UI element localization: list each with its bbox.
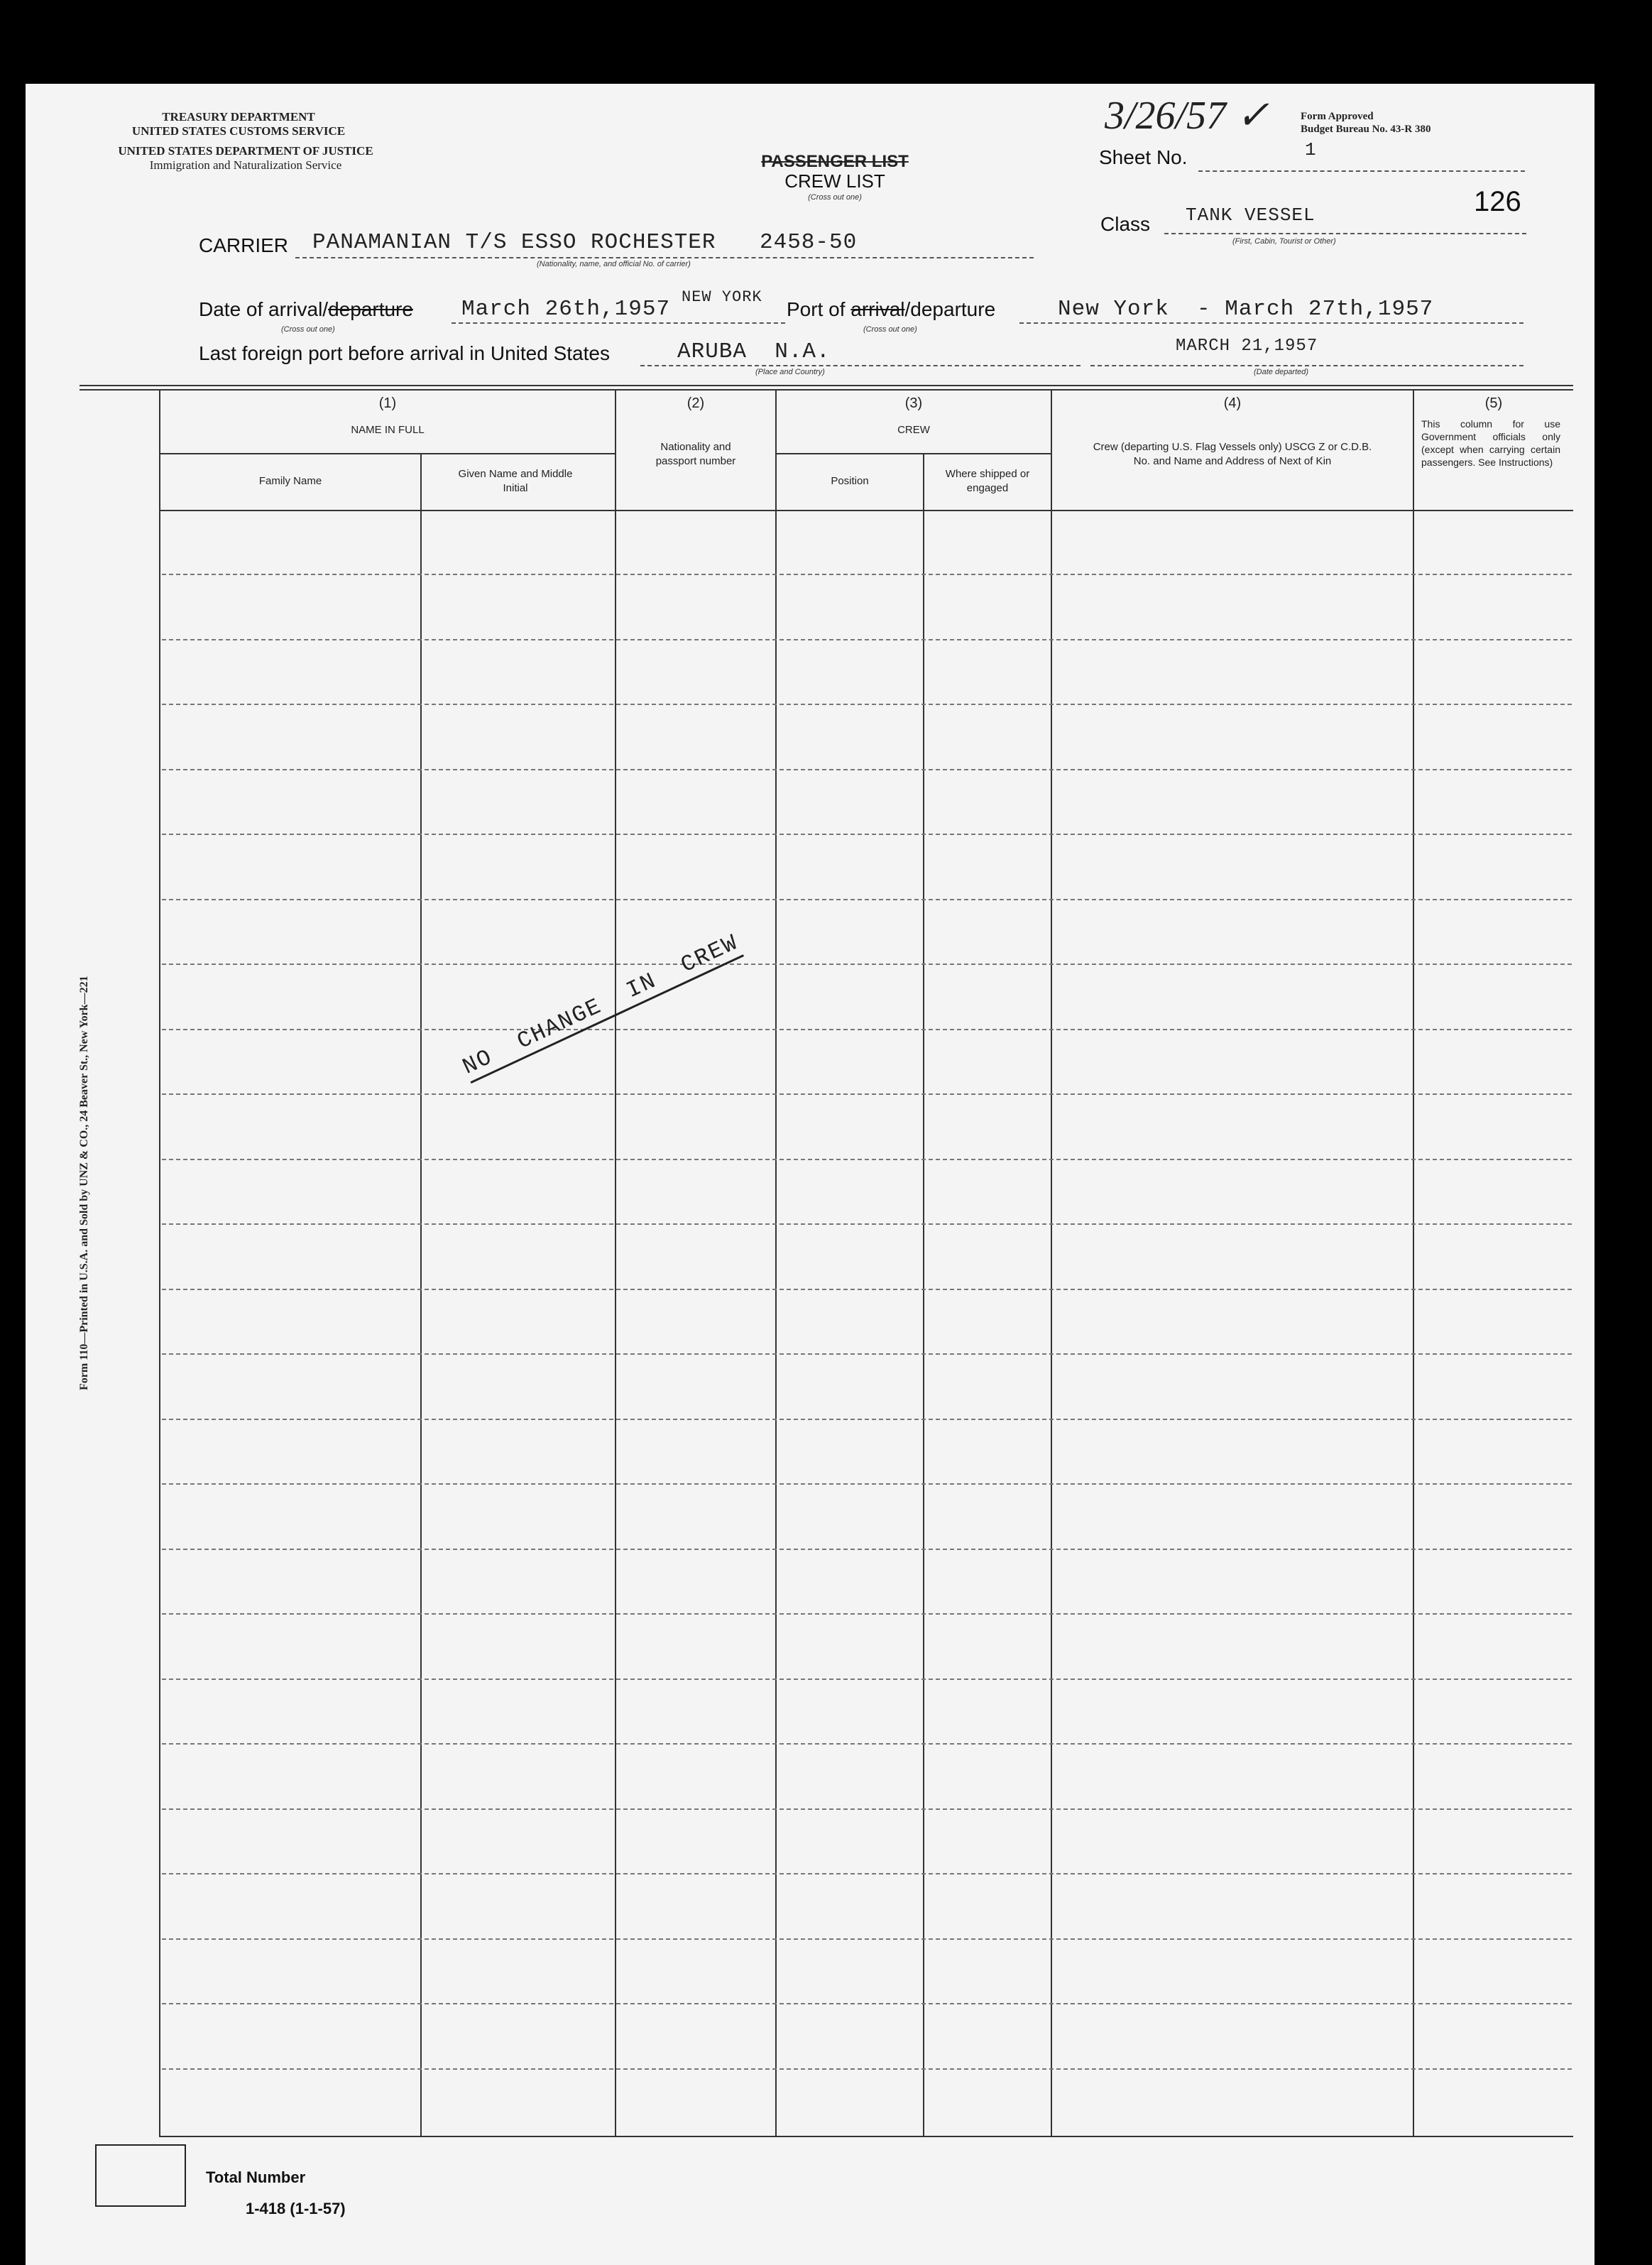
col3-number: (3) xyxy=(904,395,923,411)
col3b-where-shipped: Where shipped or engaged xyxy=(945,468,1030,494)
arrival-label: Date of arrival/departure xyxy=(199,298,413,320)
arrival-line xyxy=(452,322,785,324)
immigration-service: Immigration and Naturalization Service xyxy=(149,158,342,172)
date-departed-line xyxy=(1090,365,1524,366)
table-row-line xyxy=(162,964,1572,965)
col4-number: (4) xyxy=(1223,395,1242,411)
col5-title: This column for use Government officials only (except when carrying certain passengers. See Instructions) xyxy=(1421,418,1560,468)
carrier-value: PANAMANIAN T/S ESSO ROCHESTER xyxy=(312,230,716,255)
table-row-line xyxy=(162,639,1572,640)
form-number: 1-418 (1-1-57) xyxy=(246,2200,346,2217)
arrival-city: NEW YORK xyxy=(682,288,762,306)
subheader-line-1 xyxy=(160,453,615,454)
table-row-line xyxy=(162,1353,1572,1355)
header-rule-1 xyxy=(80,385,1573,386)
crew-list-form xyxy=(26,84,1594,2265)
sheet-label: Sheet No. xyxy=(1099,146,1188,168)
table-row-line xyxy=(162,1029,1572,1030)
carrier-line xyxy=(295,257,1034,258)
table-row-line xyxy=(162,769,1572,770)
col4-title: Crew (departing U.S. Flag Vessels only) USCG Z or C.D.B. No. and Name and Address of Next of Kin xyxy=(1093,441,1372,467)
col2-number: (2) xyxy=(686,395,705,411)
table-row-line xyxy=(162,1873,1572,1874)
subheader-line-3 xyxy=(777,453,1051,454)
date-departed-note: (Date departed) xyxy=(1254,368,1309,376)
table-row-line xyxy=(162,899,1572,900)
col1b-given-name: Given Name and Middle Initial xyxy=(458,468,573,494)
table-row-line xyxy=(162,2003,1572,2004)
table-row-line xyxy=(162,1743,1572,1745)
table-left xyxy=(159,391,160,2137)
port-value: New York - March 27th,1957 xyxy=(1058,297,1434,322)
justice-dept: UNITED STATES DEPARTMENT OF JUSTICE xyxy=(118,144,373,158)
col3a-position: Position xyxy=(831,475,869,487)
col-divider-3 xyxy=(775,391,777,2137)
carrier-official-no: 2458-50 xyxy=(760,230,858,255)
table-row-line xyxy=(162,1613,1572,1615)
last-port-line xyxy=(640,365,1081,366)
no-change-stamp: NO CHANGE IN CREW xyxy=(459,929,744,1084)
customs-service: UNITED STATES CUSTOMS SERVICE xyxy=(131,124,346,138)
table-row-line xyxy=(162,1093,1572,1095)
port-note: (Cross out one) xyxy=(863,325,917,334)
table-bottom xyxy=(160,2136,1573,2137)
table-row-line xyxy=(162,1483,1572,1485)
header-bottom xyxy=(160,510,1573,511)
col-divider-3b xyxy=(923,453,924,2137)
passenger-list-struck: PASSENGER LIST xyxy=(761,152,909,171)
table-row-line xyxy=(162,1159,1572,1160)
col5-number: (5) xyxy=(1484,395,1503,411)
table-row-line xyxy=(162,1419,1572,1420)
total-number-label: Total Number xyxy=(206,2168,306,2186)
arrival-date: March 26th,1957 xyxy=(461,297,671,322)
total-number-box xyxy=(95,2144,186,2207)
table-row-line xyxy=(162,1289,1572,1290)
port-line xyxy=(1019,322,1524,324)
class-line xyxy=(1164,233,1526,234)
sheet-line xyxy=(1198,170,1525,172)
col-divider-1b xyxy=(420,453,422,2137)
table-row-line xyxy=(162,2068,1572,2070)
side-print-text: Form 110—Printed in U.S.A. and Sold by UNZ & CO., 24 Beaver St., New York—221 xyxy=(78,976,90,1390)
col1-title: NAME IN FULL xyxy=(351,424,425,436)
col-divider-4 xyxy=(1051,391,1052,2137)
list-cross-out-note: (Cross out one) xyxy=(808,193,862,202)
col-divider-5 xyxy=(1413,391,1414,2137)
carrier-label: CARRIER xyxy=(199,234,289,256)
header-rule-2 xyxy=(80,389,1573,391)
col3-title: CREW xyxy=(897,424,930,436)
last-port-label: Last foreign port before arrival in United States xyxy=(199,342,610,364)
table-row-line xyxy=(162,834,1572,835)
date-departed: MARCH 21,1957 xyxy=(1176,337,1318,356)
table-row-line xyxy=(162,1679,1572,1680)
last-port-value: ARUBA N.A. xyxy=(677,339,831,364)
carrier-note: (Nationality, name, and official No. of carrier) xyxy=(537,260,691,268)
class-value: TANK VESSEL xyxy=(1186,204,1315,226)
col1-number: (1) xyxy=(378,395,397,411)
handwritten-date: 3/26/57 ✓ xyxy=(1105,94,1270,138)
table-row-line xyxy=(162,1223,1572,1225)
table-row-line xyxy=(162,1938,1572,1940)
col-divider-2 xyxy=(615,391,616,2137)
budget-bureau: Budget Bureau No. 43-R 380 xyxy=(1301,124,1431,135)
sheet-value: 1 xyxy=(1305,139,1317,160)
last-port-note: (Place and Country) xyxy=(755,368,825,376)
class-note: (First, Cabin, Tourist or Other) xyxy=(1232,237,1336,246)
form-approved: Form Approved xyxy=(1301,111,1374,122)
table-row-line xyxy=(162,1549,1572,1550)
table-row-line xyxy=(162,704,1572,705)
port-label: Port of arrival/departure xyxy=(787,298,996,320)
table-row-line xyxy=(162,574,1572,575)
col1a-family-name: Family Name xyxy=(258,475,322,487)
treasury-dept: TREASURY DEPARTMENT xyxy=(162,110,315,124)
arrival-note: (Cross out one) xyxy=(281,325,335,334)
crew-list-title: CREW LIST xyxy=(784,170,885,192)
class-label: Class xyxy=(1100,213,1151,235)
col2-title: Nationality and passport number xyxy=(655,441,736,467)
table-row-line xyxy=(162,1808,1572,1810)
page-number: 126 xyxy=(1474,186,1521,217)
